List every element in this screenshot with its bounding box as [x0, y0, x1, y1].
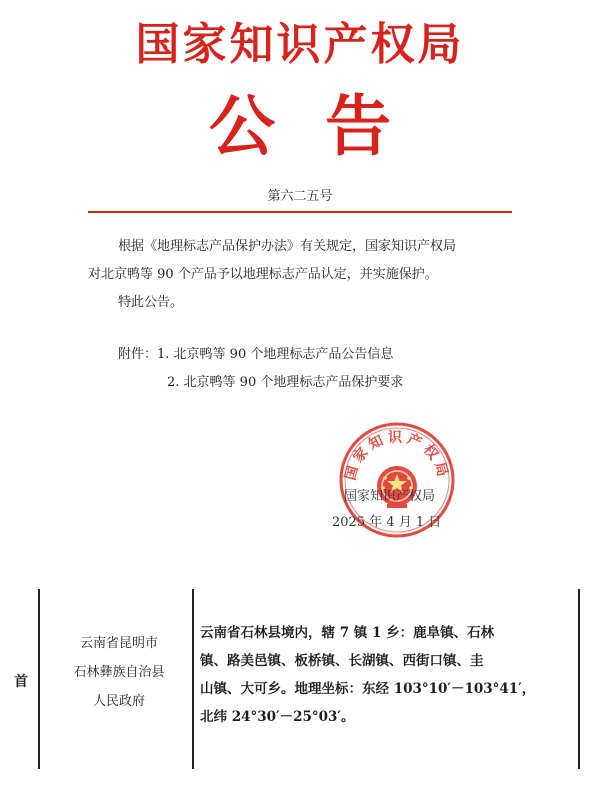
attachment-item-2: 2. 北京鸭等 90 个地理标志产品保护要求 [167, 375, 404, 390]
scope-line: 山镇、大可乡。地理坐标：东经 103°10′－103°41′， [200, 681, 536, 697]
document-number: 第六二五号 [267, 189, 333, 204]
notice-title: 公告 [209, 87, 441, 165]
table-column-border [578, 589, 580, 769]
protection-scope-cell [200, 619, 576, 731]
seal-text: 国家知识产权局 [342, 430, 452, 483]
body-paragraph-line-2: 对北京鸭等 90 个产品予以地理标志产品认定，并实施保护。 [88, 267, 438, 282]
closing-line: 特此公告。 [118, 295, 184, 310]
applicant-line: 云南省昆明市 [79, 636, 158, 651]
body-paragraph-line-1: 根据《地理标志产品保护办法》有关规定，国家知识产权局 [118, 239, 457, 254]
applicant-line: 石林彝族自治县 [73, 665, 165, 680]
table-column-border [192, 589, 194, 769]
scope-line: 云南省石林县境内，辖 7 镇 1 乡：鹿阜镇、石林 [200, 625, 495, 641]
issuer-name: 国家知识产权局 [344, 489, 436, 504]
attachment-item-1: 附件：1. 北京鸭等 90 个地理标志产品公告信息 [118, 347, 394, 362]
table-column-border [38, 589, 40, 769]
product-table-fragment [0, 589, 600, 769]
applicant-line: 人民政府 [92, 694, 145, 709]
scope-line: 北纬 24°30′－25°03′。 [200, 709, 355, 725]
red-divider [88, 211, 512, 213]
table-cell-fragment: 首 [14, 674, 28, 690]
scope-line: 镇、路美邑镇、板桥镇、长湖镇、西街口镇、圭 [200, 653, 484, 669]
agency-title: 国家知识产权局 [135, 19, 465, 70]
applicant-cell [46, 629, 192, 716]
issue-date: 2025 年 4 月 1 日 [332, 515, 442, 530]
